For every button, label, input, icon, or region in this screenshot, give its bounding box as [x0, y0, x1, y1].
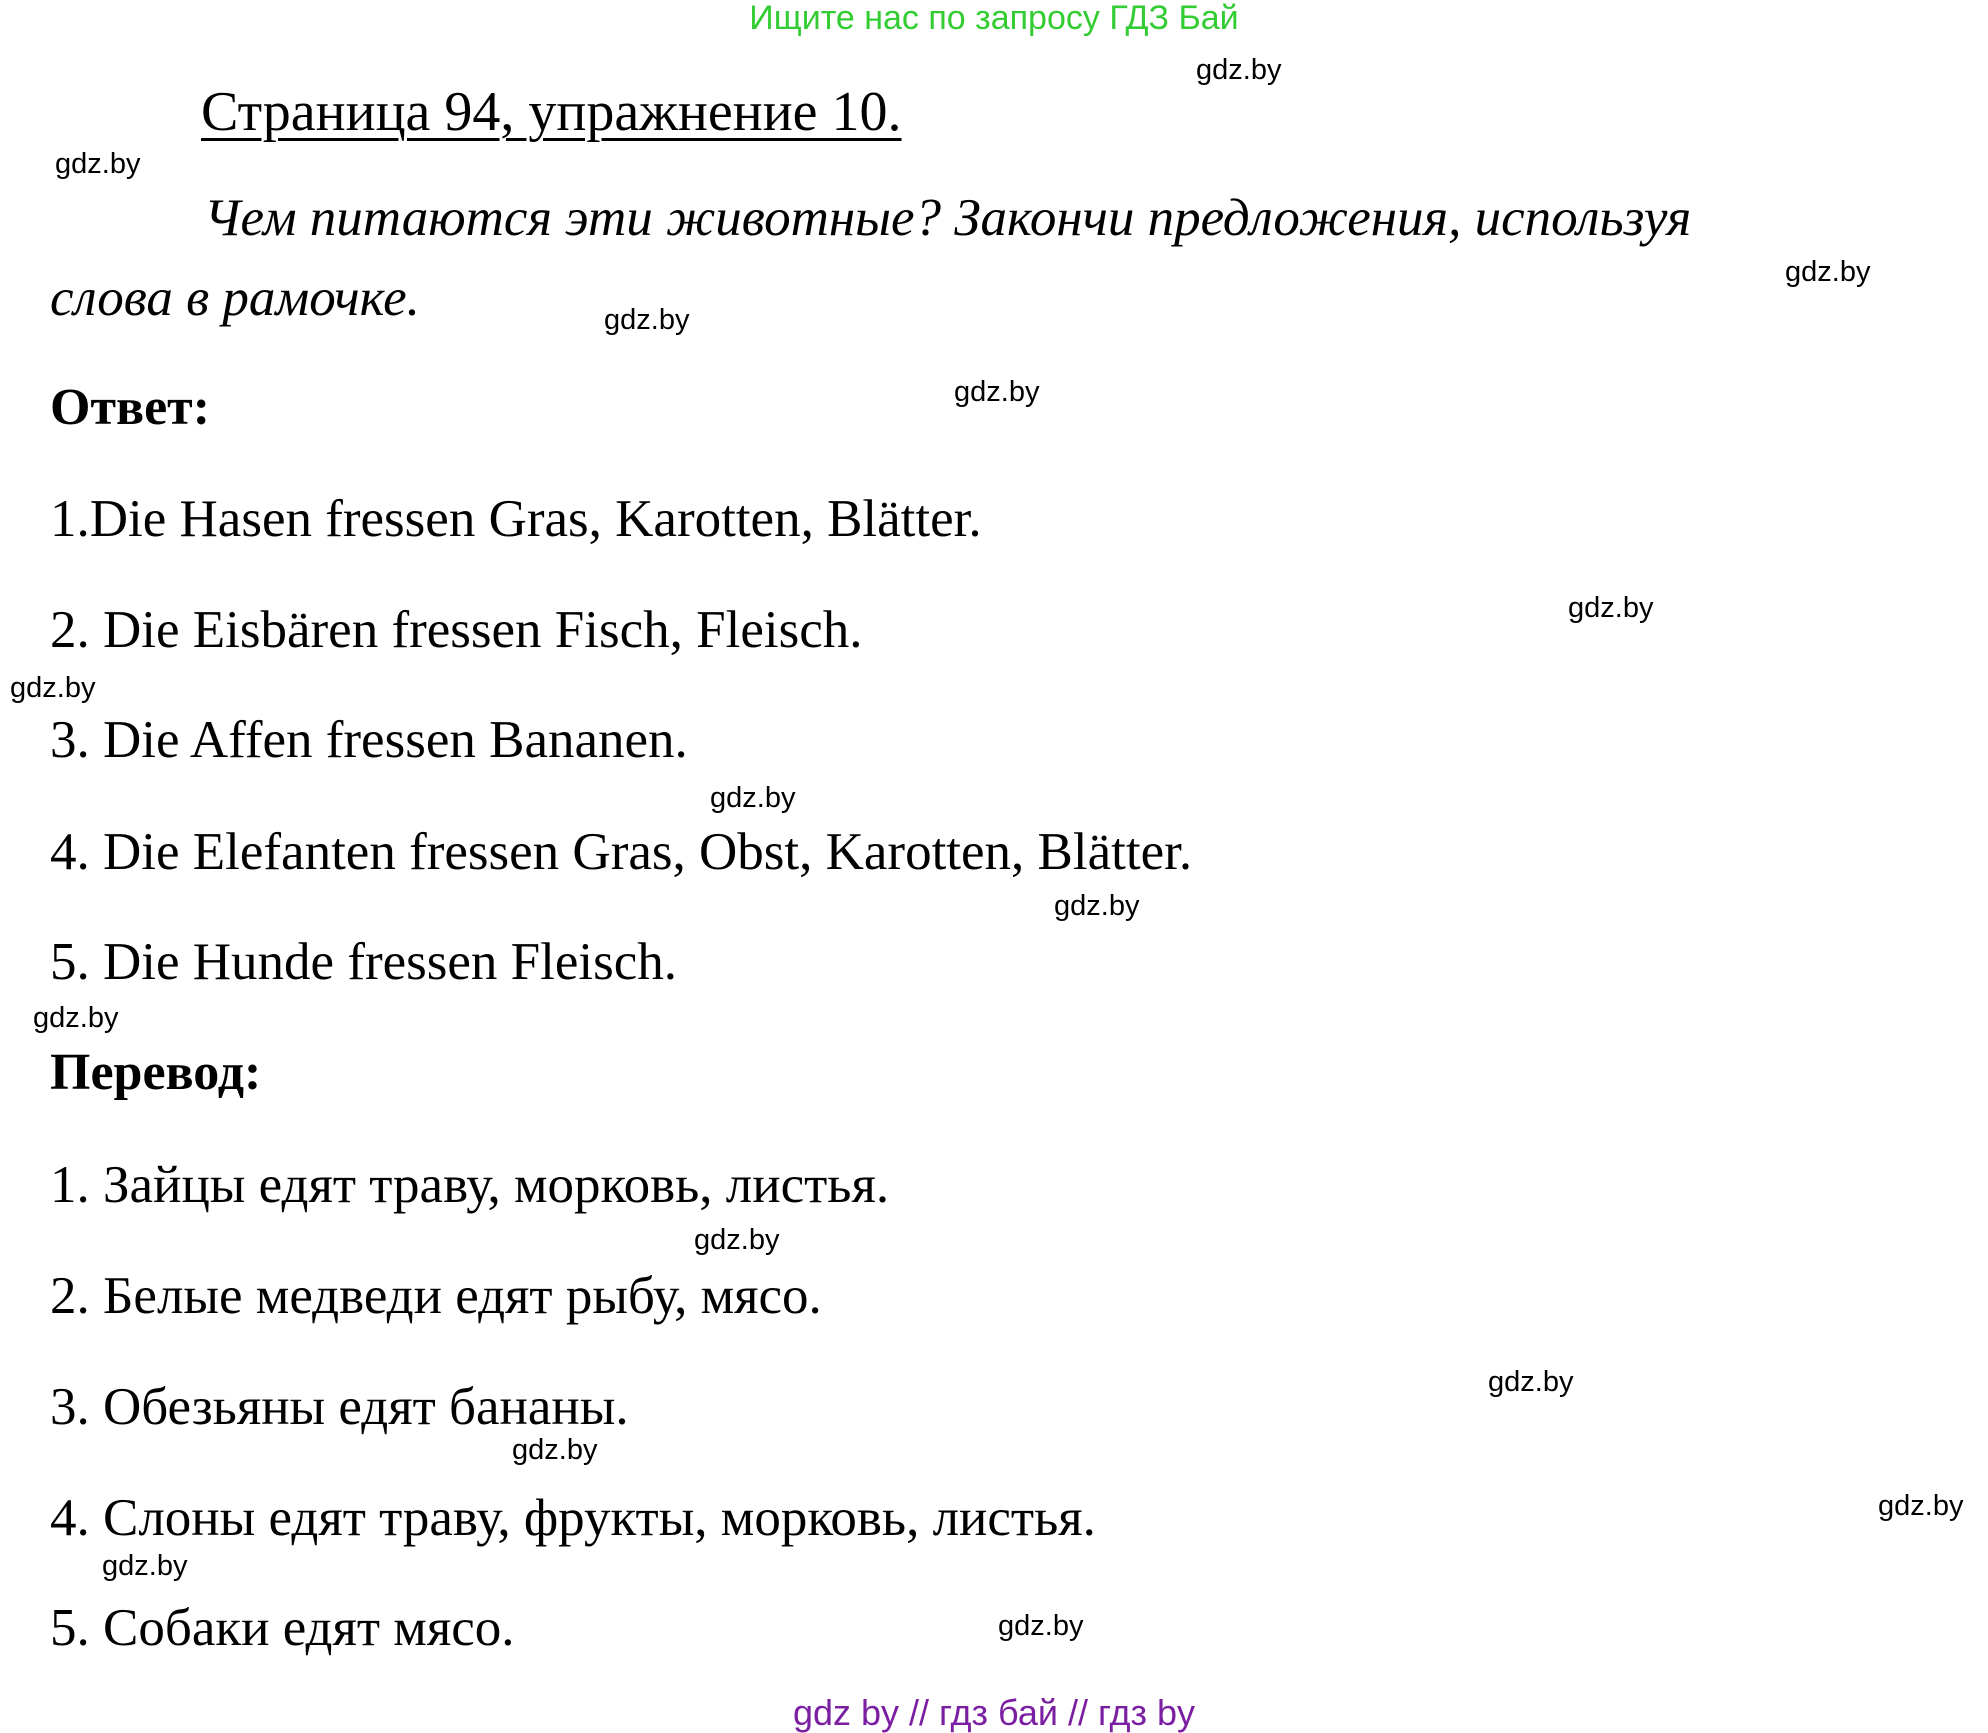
watermark: gdz.by: [102, 1550, 188, 1582]
watermark: gdz.by: [694, 1224, 780, 1256]
watermark: gdz.by: [10, 672, 96, 704]
answer-item-2: 2. Die Eisbären fressen Fisch, Fleisch.: [50, 601, 863, 659]
watermark: gdz.by: [1568, 592, 1654, 624]
translation-item-1: 1. Зайцы едят траву, морковь, листья.: [50, 1156, 890, 1214]
translation-item-2: 2. Белые медведи едят рыбу, мясо.: [50, 1267, 822, 1325]
watermark: gdz.by: [1054, 890, 1140, 922]
task-text-line-1: Чем питаются эти животные? Закончи предложения, используя: [204, 189, 1692, 247]
watermark: gdz.by: [1878, 1490, 1964, 1522]
watermark: gdz.by: [1196, 54, 1282, 86]
watermark: gdz.by: [710, 782, 796, 814]
answer-item-3: 3. Die Affen fressen Bananen.: [50, 711, 688, 769]
page-title: Страница 94, упражнение 10.: [201, 81, 902, 143]
translation-item-3: 3. Обезьяны едят бананы.: [50, 1378, 629, 1436]
footer-links: gdz by // гдз бай // гдз by: [792, 1692, 1196, 1733]
answer-heading: Ответ:: [50, 379, 211, 436]
watermark: gdz.by: [1785, 256, 1871, 288]
answer-item-4: 4. Die Elefanten fressen Gras, Obst, Karotten, Blätter.: [50, 823, 1193, 881]
watermark: gdz.by: [55, 148, 141, 180]
watermark: gdz.by: [1488, 1366, 1574, 1398]
top-banner: Ищите нас по запросу ГДЗ Бай: [749, 0, 1239, 37]
answer-item-1: 1.Die Hasen fressen Gras, Karotten, Blätter.: [50, 490, 982, 548]
watermark: gdz.by: [604, 304, 690, 336]
translation-item-5: 5. Собаки едят мясо.: [50, 1599, 515, 1657]
translation-heading: Перевод:: [50, 1044, 262, 1101]
watermark: gdz.by: [998, 1610, 1084, 1642]
watermark: gdz.by: [954, 376, 1040, 408]
translation-item-4: 4. Слоны едят траву, фрукты, морковь, листья.: [50, 1489, 1096, 1547]
task-text-line-2: слова в рамочке.: [50, 269, 420, 327]
answer-item-5: 5. Die Hunde fressen Fleisch.: [50, 933, 678, 991]
watermark: gdz.by: [33, 1002, 119, 1034]
watermark: gdz.by: [512, 1434, 598, 1466]
